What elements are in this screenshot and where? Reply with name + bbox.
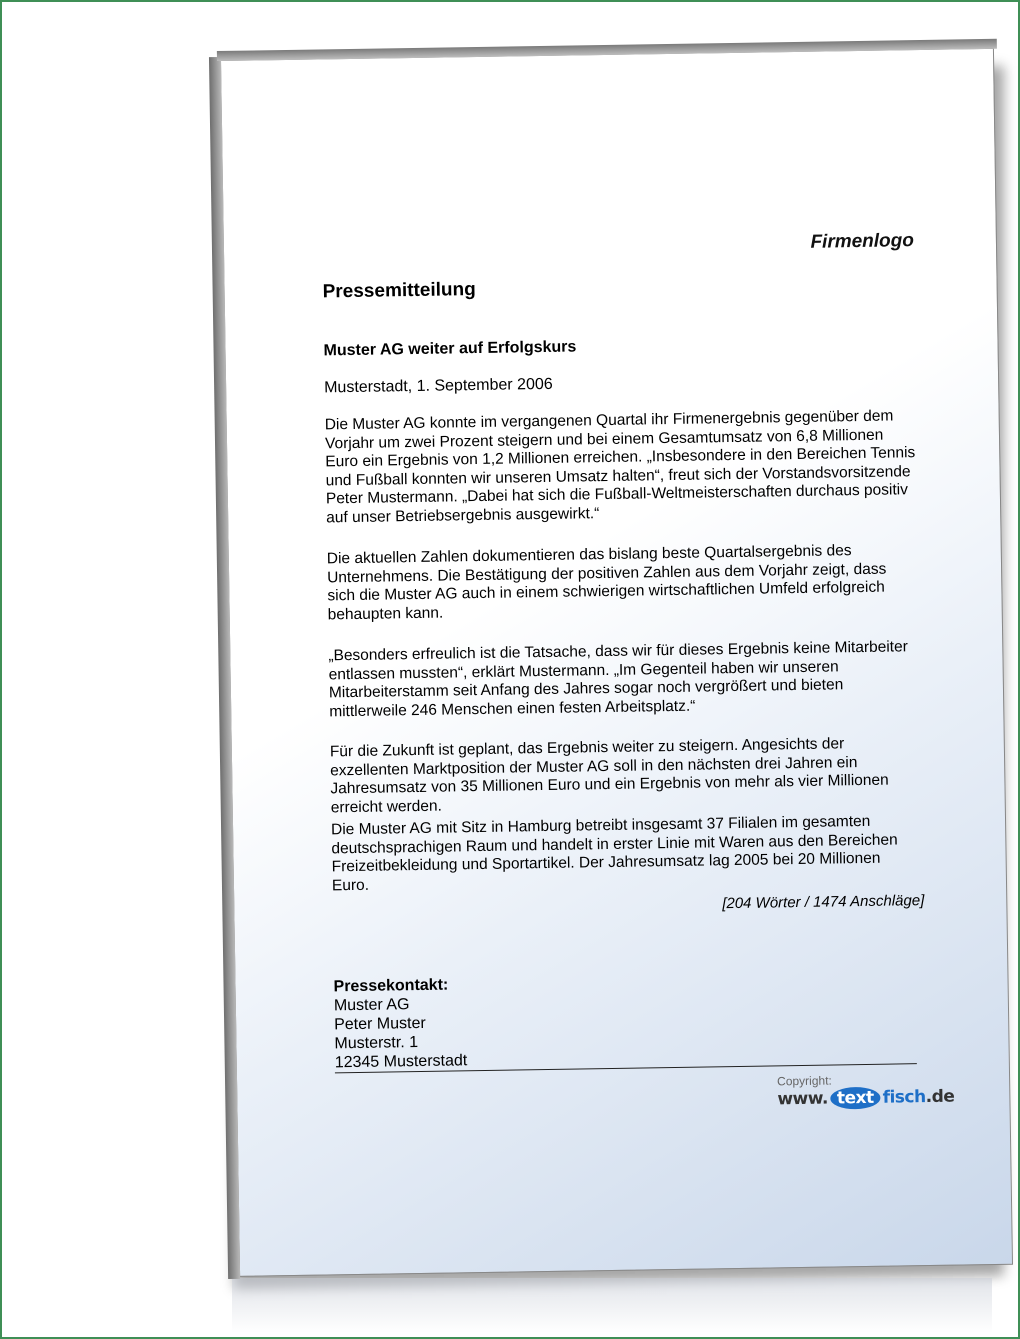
word-count: [204 Wörter / 1474 Anschläge] [722, 892, 925, 913]
company-logo-placeholder: Firmenlogo [810, 230, 915, 253]
paragraph-4: Für die Zukunft ist geplant, das Ergebnis weiter zu steigern. Angesichts der exzellenten Marktposition der Muster AG soll in den nächsten drei Jahren ein Jahresumsatz von 35 Millionen Euro und ein Ergebnis von mehr als vier Millionen erreicht werden. [329, 735, 889, 816]
contact-company: Muster AG [333, 996, 410, 1015]
paragraph-2: Die aktuellen Zahlen dokumentieren das bislang beste Quartalsergebnis des Unternehmens. Die Bestätigung der positiven Zahlen aus dem Vorjahr zeigt, dass sich die Muster AG auch in einem schwierigen wirtschaftlichen Umfeld erfolgreich behaupten kann. [326, 542, 887, 623]
press-contact-label: Pressekontakt: [333, 976, 449, 996]
page-reflection [232, 1278, 992, 1333]
brand-fisch: fisch [882, 1087, 926, 1108]
fish-icon: text [830, 1087, 881, 1110]
contact-city: 12345 Musterstadt [334, 1052, 468, 1072]
document-title: Pressemitteilung [322, 279, 476, 303]
paragraph-5: Die Muster AG mit Sitz in Hamburg betreibt insgesamt 37 Filialen im gesamten deutschsprachigen Raum und handelt in erster Linie mit Waren aus den Bereichen Freizeitbekleidung und Sportartikel. Der Jahresumsatz lag 2005 bei 20 Millionen Euro. [330, 812, 898, 894]
press-headline: Muster AG weiter auf Erfolgskurs [323, 338, 577, 360]
dateline: Musterstadt, 1. September 2006 [324, 375, 553, 397]
brand-suffix: .de [925, 1086, 955, 1108]
paragraph-1: Die Muster AG konnte im vergangenen Quartal ihr Firmenergebnis gegenüber dem Vorjahr um zwei Prozent steigern und bei einem Gesamtumsatz von 6,8 Millionen Euro ein Ergebnis von 1,2 Millionen erreichen. „Insbesondere in den Bereichen Tennis und Fußball konnten wir unseren Umsatz halten“, freut sich der Vorstandsvorsitzende Peter Mustermann. „Dabei hat sich die Fußball-Weltmeisterschaften durchaus positiv auf unser Betriebsergebnis ausgewirkt.“ [324, 407, 916, 526]
brand-prefix: www. [777, 1088, 829, 1110]
document-page [220, 48, 1013, 1277]
brand-logo [777, 1086, 954, 1111]
contact-street: Musterstr. 1 [334, 1034, 419, 1053]
press-contact-block [333, 975, 467, 1072]
copyright-label: Copyright: [777, 1073, 832, 1089]
paragraph-3: „Besonders erfreulich ist die Tatsache, dass wir für dieses Ergebnis keine Mitarbeiter entlassen mussten“, erklärt Mustermann. „Im Gegenteil haben wir unseren Mitarbeiterstamm seit Anfang des Jahres sogar noch vergrößert und bieten mittlerweile 246 Menschen einen festen Arbeitsplatz.“ [328, 638, 908, 720]
contact-person: Peter Muster [334, 1014, 426, 1034]
